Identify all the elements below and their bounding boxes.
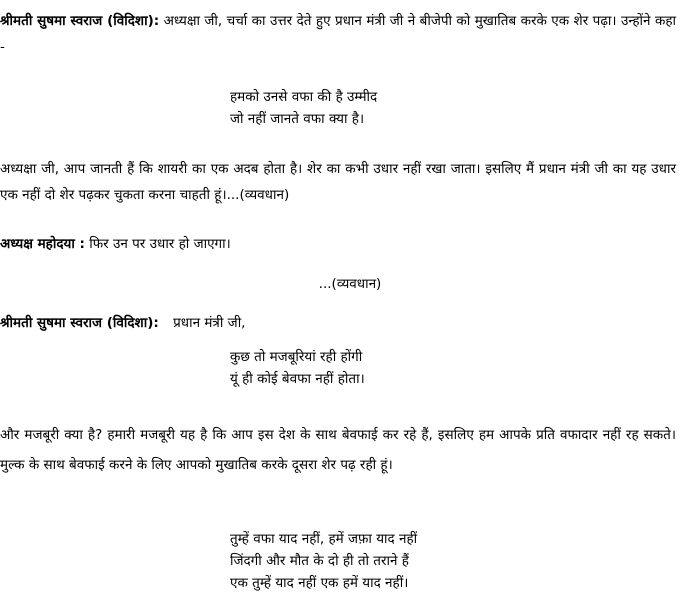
paragraph-speech-3 [0, 313, 692, 333]
interruption-dots: ... [318, 276, 332, 292]
interruption-note: (व्यवधान) [239, 187, 290, 203]
couplet-line: तुम्हें वफा याद नहीं, हमें जफ़ा याद नहीं [230, 531, 418, 547]
speaker-name: श्रीमती सुषमा स्वराज (विदिशा): [0, 315, 159, 331]
couplet-1 [230, 86, 377, 130]
paragraph-speech-4 [0, 420, 676, 480]
couplet-line: जिंदगी और मौत के दो ही तो तराने हैं [230, 553, 409, 569]
speech-text: प्रधान मंत्री जी, [173, 315, 246, 331]
paragraph-speaker-remark [0, 234, 692, 254]
paragraph-speech-1 [0, 8, 676, 60]
speech-text: और मजबूरी क्या है? हमारी मजबूरी यह है कि आप इस देश के साथ बेवफाई कर रहे हैं, इसलिए हम आपके प्रति वफादार नहीं रह सकते। मुल्क के साथ बेवफाई करने के लिए आपको मुखातिब करके दूसरा शेर पढ़ रही हूं। [0, 427, 676, 473]
speaker-name: अध्यक्ष महोदया : [0, 236, 85, 252]
speech-text: फिर उन पर उधार हो जाएगा। [89, 236, 231, 252]
couplet-line: हमको उनसे वफा की है उम्मीद [230, 89, 378, 105]
interruption-line [8, 274, 692, 294]
paragraph-speech-2 [0, 156, 676, 208]
couplet-line: जो नहीं जानते वफा क्या है। [230, 111, 365, 127]
couplet-line: कुछ तो मजबूरियां रही होंगी [230, 349, 363, 365]
couplet-2 [230, 346, 365, 390]
speaker-name: श्रीमती सुषमा स्वराज (विदिशा): [0, 13, 160, 29]
couplet-line: यूं ही कोई बेवफा नहीं होता। [230, 371, 365, 387]
speech-text: अध्यक्षा जी, चर्चा का उत्तर देते हुए प्रधान मंत्री जी ने बीजेपी को मुखातिब करके एक शेर पढ़ा। उन्होंने कहा - [0, 13, 676, 55]
couplet-line: एक तुम्हें याद नहीं एक हमें याद नहीं। [230, 575, 409, 591]
couplet-3 [230, 528, 417, 594]
interruption-note: (व्यवधान) [331, 276, 382, 292]
speech-text: अध्यक्षा जी, आप जानती हैं कि शायरी का एक अदब होता है। शेर का कभी उधार नहीं रखा जाता। इसलिए मैं प्रधान मंत्री जी का यह उधार एक नहीं दो शेर पढ़कर चुकता करना चाहती हूं।... [0, 161, 676, 203]
